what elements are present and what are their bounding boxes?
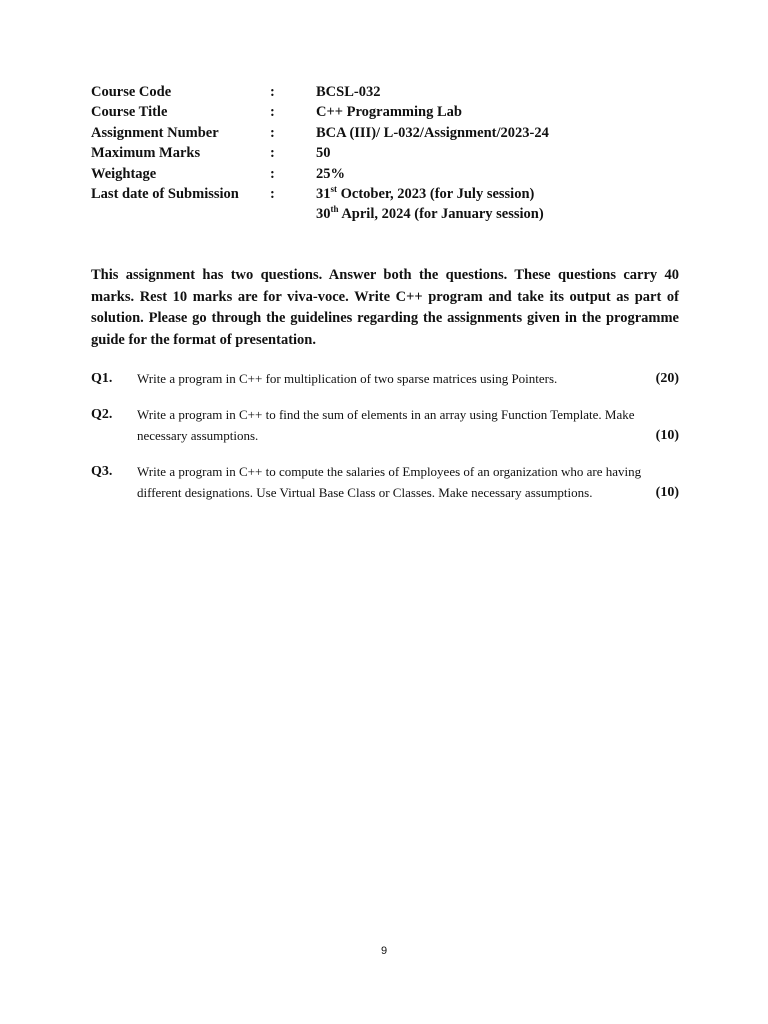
info-colon: : xyxy=(270,185,275,202)
question-line: Write a program in C++ for multiplication of two sparse matrices using Pointers. xyxy=(137,371,558,386)
question-line: Write a program in C++ to find the sum of elements in an array using Function Template. Make xyxy=(137,407,635,422)
course-code-row xyxy=(91,82,691,102)
question-line: Write a program in C++ to compute the salaries of Employees of an organization who are having xyxy=(137,464,642,479)
info-label: Maximum Marks xyxy=(91,145,201,162)
assignment-number-row xyxy=(91,123,691,143)
date-day: 30 xyxy=(316,206,331,223)
date-ordinal: th xyxy=(330,204,339,215)
info-label: Course Title xyxy=(91,104,168,121)
info-colon: : xyxy=(270,84,275,100)
instructions-paragraph: This assignment has two questions. Answer both the questions. These questions carry 40 marks. Rest 10 marks are for viva-voce. Write C++ program and take its output as part of solution. Please go through the guidelines regarding the assignments given in the programme guide for the format of presentation. xyxy=(91,267,679,348)
info-value: BCA (III)/ L-032/Assignment/2023-24 xyxy=(316,124,549,141)
question-2 xyxy=(91,405,679,446)
question-marks: (10) xyxy=(655,427,679,443)
question-text xyxy=(137,405,679,446)
date-day: 31 xyxy=(316,185,331,202)
submission-date-row-2 xyxy=(91,204,691,224)
info-colon: : xyxy=(270,104,275,121)
info-label: Last date of Submission xyxy=(91,185,239,202)
question-number: Q2. xyxy=(91,407,113,422)
question-text xyxy=(137,369,679,390)
question-line: different designations. Use Virtual Base Class or Classes. Make necessary assumptions. xyxy=(137,484,593,500)
submission-date-january xyxy=(316,204,691,224)
info-label: Course Code xyxy=(91,84,172,100)
info-colon: : xyxy=(270,165,275,182)
date-rest: October, 2023 (for July session) xyxy=(337,185,535,202)
question-number: Q3. xyxy=(91,464,113,479)
weightage-row xyxy=(91,164,691,184)
question-marks: (10) xyxy=(655,484,679,500)
info-value: 25% xyxy=(316,165,345,182)
submission-date-row xyxy=(91,184,691,204)
page-number: 9 xyxy=(380,945,388,957)
maximum-marks-row xyxy=(91,143,691,163)
submission-date-july xyxy=(316,184,691,204)
info-value: 50 xyxy=(316,145,331,162)
info-colon: : xyxy=(270,124,275,141)
assignment-info-table xyxy=(91,82,691,225)
date-rest: April, 2024 (for January session) xyxy=(338,206,544,223)
info-value: C++ Programming Lab xyxy=(316,104,462,121)
question-line: necessary assumptions. xyxy=(137,427,259,443)
question-text xyxy=(137,462,679,503)
info-label: Assignment Number xyxy=(91,124,219,141)
info-value: BCSL-032 xyxy=(316,84,381,100)
question-marks: (20) xyxy=(655,371,679,386)
question-1 xyxy=(91,369,679,390)
info-label: Weightage xyxy=(91,165,157,182)
date-ordinal: st xyxy=(330,184,337,195)
info-colon: : xyxy=(270,145,275,162)
question-number: Q1. xyxy=(91,371,113,386)
question-3 xyxy=(91,462,679,503)
course-title-row xyxy=(91,102,691,122)
